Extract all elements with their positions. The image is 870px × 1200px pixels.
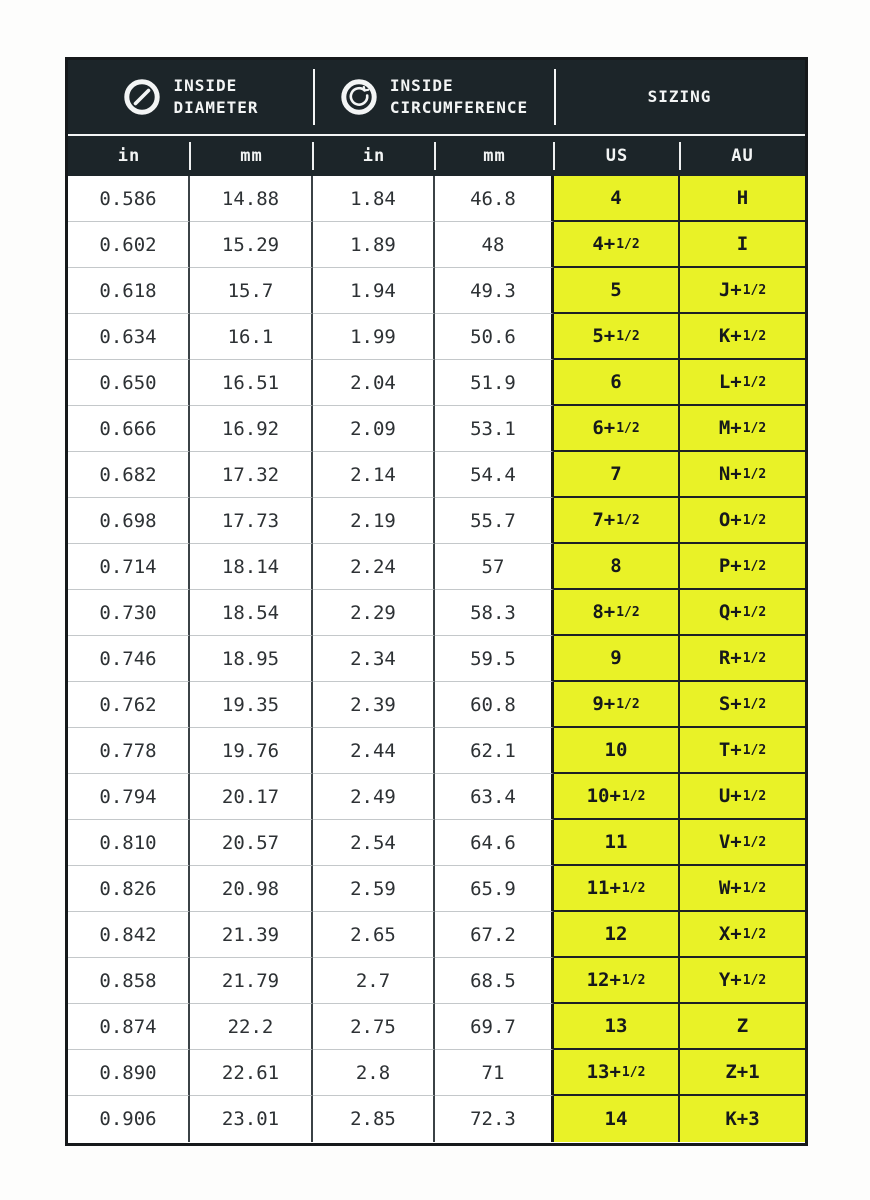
size-fraction: 1/2 bbox=[621, 880, 646, 896]
diameter-in-cell: 0.826 bbox=[68, 866, 190, 912]
size-fraction: 1/2 bbox=[742, 374, 767, 390]
circumference-mm-cell: 51.9 bbox=[435, 360, 554, 406]
size-fraction: 1/2 bbox=[616, 420, 640, 436]
col-header-circumference-mm: mm bbox=[435, 136, 554, 176]
us-size-cell: 10 bbox=[554, 728, 680, 774]
diameter-in-cell: 0.586 bbox=[68, 176, 190, 222]
size-main: T+ bbox=[718, 739, 742, 761]
size-fraction: 1/2 bbox=[742, 788, 767, 804]
header-label-sizing bbox=[648, 86, 712, 108]
header-label-inside-circumference bbox=[390, 75, 528, 118]
diameter-mm-cell: 20.98 bbox=[190, 866, 313, 912]
us-size-cell: 13 bbox=[554, 1004, 680, 1050]
diameter-mm-cell: 14.88 bbox=[190, 176, 313, 222]
size-fraction: 1/2 bbox=[742, 420, 767, 436]
us-size-cell: 9 bbox=[554, 636, 680, 682]
table-row bbox=[68, 1096, 805, 1142]
size-main: 6+ bbox=[592, 417, 616, 439]
size-fraction: 1/2 bbox=[742, 512, 767, 528]
table-row bbox=[68, 958, 805, 1004]
au-size-cell: Z+1 bbox=[680, 1050, 805, 1096]
header-group-inside-diameter bbox=[68, 60, 313, 134]
diameter-in-cell: 0.762 bbox=[68, 682, 190, 728]
diameter-in-cell: 0.698 bbox=[68, 498, 190, 544]
size-main: 5+ bbox=[592, 325, 616, 347]
table-row bbox=[68, 912, 805, 958]
au-size-cell: I bbox=[680, 222, 805, 268]
size-main: L+ bbox=[718, 371, 742, 393]
size-fraction: 1/2 bbox=[742, 558, 767, 574]
circumference-in-cell: 2.24 bbox=[313, 544, 435, 590]
au-size-cell bbox=[680, 268, 805, 314]
table-row bbox=[68, 866, 805, 912]
diameter-mm-cell: 21.39 bbox=[190, 912, 313, 958]
circumference-in-cell: 2.85 bbox=[313, 1096, 435, 1142]
size-table bbox=[65, 57, 808, 1146]
diameter-in-cell: 0.810 bbox=[68, 820, 190, 866]
size-fraction: 1/2 bbox=[616, 236, 640, 252]
us-size-cell: 4 bbox=[554, 176, 680, 222]
size-main: N+ bbox=[718, 463, 742, 485]
header-label-inside-diameter bbox=[173, 75, 258, 118]
diameter-icon bbox=[122, 77, 162, 117]
size-main: J+ bbox=[718, 279, 742, 301]
size-fraction: 1/2 bbox=[742, 880, 767, 896]
us-size-cell bbox=[554, 958, 680, 1004]
table-row bbox=[68, 820, 805, 866]
au-size-cell bbox=[680, 682, 805, 728]
circumference-in-cell: 1.94 bbox=[313, 268, 435, 314]
us-size-cell: 14 bbox=[554, 1096, 680, 1142]
circumference-mm-cell: 62.1 bbox=[435, 728, 554, 774]
diameter-mm-cell: 17.73 bbox=[190, 498, 313, 544]
diameter-mm-cell: 15.29 bbox=[190, 222, 313, 268]
size-main: S+ bbox=[718, 693, 742, 715]
circumference-in-cell: 1.89 bbox=[313, 222, 435, 268]
size-main: O+ bbox=[718, 509, 742, 531]
size-main: 9+ bbox=[592, 693, 616, 715]
circumference-in-cell: 2.04 bbox=[313, 360, 435, 406]
table-row bbox=[68, 544, 805, 590]
diameter-mm-cell: 19.35 bbox=[190, 682, 313, 728]
header-line: INSIDE bbox=[173, 76, 238, 96]
size-main: M+ bbox=[718, 417, 742, 439]
header-groups-row bbox=[68, 60, 805, 134]
table-header bbox=[68, 60, 805, 176]
circumference-icon bbox=[339, 77, 379, 117]
diameter-mm-cell: 16.1 bbox=[190, 314, 313, 360]
diameter-in-cell: 0.842 bbox=[68, 912, 190, 958]
col-header-diameter-mm: mm bbox=[190, 136, 313, 176]
diameter-in-cell: 0.650 bbox=[68, 360, 190, 406]
size-fraction: 1/2 bbox=[616, 512, 640, 528]
circumference-mm-cell: 65.9 bbox=[435, 866, 554, 912]
circumference-mm-cell: 58.3 bbox=[435, 590, 554, 636]
header-group-inside-circumference bbox=[313, 60, 554, 134]
circumference-mm-cell: 55.7 bbox=[435, 498, 554, 544]
au-size-cell bbox=[680, 866, 805, 912]
diameter-in-cell: 0.858 bbox=[68, 958, 190, 1004]
size-main: 7+ bbox=[592, 509, 616, 531]
au-size-cell bbox=[680, 958, 805, 1004]
au-size-cell bbox=[680, 774, 805, 820]
size-main: 4+ bbox=[592, 233, 616, 255]
diameter-mm-cell: 17.32 bbox=[190, 452, 313, 498]
size-fraction: 1/2 bbox=[742, 834, 767, 850]
circumference-mm-cell: 71 bbox=[435, 1050, 554, 1096]
circumference-mm-cell: 60.8 bbox=[435, 682, 554, 728]
size-main: R+ bbox=[718, 647, 742, 669]
table-row bbox=[68, 1050, 805, 1096]
au-size-cell: Z bbox=[680, 1004, 805, 1050]
circumference-in-cell: 2.39 bbox=[313, 682, 435, 728]
diameter-in-cell: 0.874 bbox=[68, 1004, 190, 1050]
circumference-mm-cell: 69.7 bbox=[435, 1004, 554, 1050]
au-size-cell bbox=[680, 498, 805, 544]
size-main: 8+ bbox=[592, 601, 616, 623]
us-size-cell bbox=[554, 406, 680, 452]
circumference-in-cell: 2.44 bbox=[313, 728, 435, 774]
col-header-au-size: AU bbox=[680, 136, 805, 176]
size-main: K+ bbox=[718, 325, 742, 347]
diameter-mm-cell: 20.57 bbox=[190, 820, 313, 866]
us-size-cell: 12 bbox=[554, 912, 680, 958]
circumference-in-cell: 2.75 bbox=[313, 1004, 435, 1050]
size-fraction: 1/2 bbox=[742, 926, 767, 942]
circumference-mm-cell: 63.4 bbox=[435, 774, 554, 820]
diameter-in-cell: 0.682 bbox=[68, 452, 190, 498]
au-size-cell: H bbox=[680, 176, 805, 222]
circumference-mm-cell: 49.3 bbox=[435, 268, 554, 314]
us-size-cell: 8 bbox=[554, 544, 680, 590]
table-row bbox=[68, 222, 805, 268]
circumference-in-cell: 2.14 bbox=[313, 452, 435, 498]
circumference-in-cell: 2.29 bbox=[313, 590, 435, 636]
table-body bbox=[68, 176, 805, 1142]
circumference-mm-cell: 59.5 bbox=[435, 636, 554, 682]
au-size-cell: K+3 bbox=[680, 1096, 805, 1142]
table-row bbox=[68, 774, 805, 820]
size-fraction: 1/2 bbox=[742, 466, 767, 482]
au-size-cell bbox=[680, 820, 805, 866]
diameter-mm-cell: 21.79 bbox=[190, 958, 313, 1004]
au-size-cell bbox=[680, 406, 805, 452]
size-main: Q+ bbox=[718, 601, 742, 623]
size-fraction: 1/2 bbox=[616, 328, 640, 344]
table-row bbox=[68, 636, 805, 682]
header-line: DIAMETER bbox=[173, 98, 259, 117]
diameter-mm-cell: 20.17 bbox=[190, 774, 313, 820]
circumference-in-cell: 2.59 bbox=[313, 866, 435, 912]
diameter-in-cell: 0.730 bbox=[68, 590, 190, 636]
circumference-mm-cell: 50.6 bbox=[435, 314, 554, 360]
diameter-mm-cell: 16.92 bbox=[190, 406, 313, 452]
au-size-cell bbox=[680, 590, 805, 636]
table-row bbox=[68, 728, 805, 774]
circumference-in-cell: 2.49 bbox=[313, 774, 435, 820]
circumference-mm-cell: 67.2 bbox=[435, 912, 554, 958]
header-line: INSIDE bbox=[389, 76, 454, 96]
table-row bbox=[68, 176, 805, 222]
table-row bbox=[68, 682, 805, 728]
circumference-in-cell: 2.19 bbox=[313, 498, 435, 544]
size-fraction: 1/2 bbox=[742, 282, 767, 298]
us-size-cell: 7 bbox=[554, 452, 680, 498]
size-fraction: 1/2 bbox=[742, 650, 767, 666]
table-row bbox=[68, 314, 805, 360]
us-size-cell: 6 bbox=[554, 360, 680, 406]
size-fraction: 1/2 bbox=[621, 1064, 646, 1080]
us-size-cell bbox=[554, 774, 680, 820]
us-size-cell bbox=[554, 498, 680, 544]
circumference-in-cell: 1.99 bbox=[313, 314, 435, 360]
size-main: W+ bbox=[718, 877, 742, 899]
diameter-in-cell: 0.794 bbox=[68, 774, 190, 820]
diameter-mm-cell: 19.76 bbox=[190, 728, 313, 774]
diameter-mm-cell: 23.01 bbox=[190, 1096, 313, 1142]
diameter-mm-cell: 18.54 bbox=[190, 590, 313, 636]
circumference-in-cell: 2.65 bbox=[313, 912, 435, 958]
circumference-mm-cell: 53.1 bbox=[435, 406, 554, 452]
col-header-diameter-in: in bbox=[117, 146, 141, 166]
table-row bbox=[68, 452, 805, 498]
au-size-cell bbox=[680, 544, 805, 590]
us-size-cell bbox=[554, 1050, 680, 1096]
us-size-cell bbox=[554, 590, 680, 636]
circumference-in-cell: 1.84 bbox=[313, 176, 435, 222]
size-fraction: 1/2 bbox=[742, 328, 767, 344]
size-main: 13+ bbox=[586, 1061, 621, 1083]
us-size-cell bbox=[554, 222, 680, 268]
diameter-mm-cell: 18.14 bbox=[190, 544, 313, 590]
circumference-in-cell: 2.7 bbox=[313, 958, 435, 1004]
table-row bbox=[68, 590, 805, 636]
au-size-cell bbox=[680, 452, 805, 498]
circumference-in-cell: 2.09 bbox=[313, 406, 435, 452]
diameter-in-cell: 0.634 bbox=[68, 314, 190, 360]
circumference-mm-cell: 46.8 bbox=[435, 176, 554, 222]
diameter-in-cell: 0.618 bbox=[68, 268, 190, 314]
size-fraction: 1/2 bbox=[621, 972, 646, 988]
diameter-mm-cell: 15.7 bbox=[190, 268, 313, 314]
size-main: X+ bbox=[718, 923, 742, 945]
circumference-mm-cell: 57 bbox=[435, 544, 554, 590]
header-line: CIRCUMFERENCE bbox=[389, 98, 529, 117]
size-main: P+ bbox=[718, 555, 742, 577]
table-row bbox=[68, 1004, 805, 1050]
header-line: SIZING bbox=[647, 87, 712, 107]
us-size-cell bbox=[554, 314, 680, 360]
size-fraction: 1/2 bbox=[621, 788, 646, 804]
au-size-cell bbox=[680, 360, 805, 406]
size-main: V+ bbox=[718, 831, 742, 853]
au-size-cell bbox=[680, 912, 805, 958]
size-fraction: 1/2 bbox=[742, 742, 767, 758]
diameter-in-cell: 0.906 bbox=[68, 1096, 190, 1142]
table-row bbox=[68, 268, 805, 314]
table-row bbox=[68, 360, 805, 406]
circumference-mm-cell: 54.4 bbox=[435, 452, 554, 498]
us-size-cell bbox=[554, 866, 680, 912]
size-fraction: 1/2 bbox=[616, 604, 640, 620]
size-main: 11+ bbox=[586, 877, 621, 899]
size-fraction: 1/2 bbox=[742, 604, 767, 620]
size-main: U+ bbox=[718, 785, 742, 807]
table-row bbox=[68, 498, 805, 544]
circumference-mm-cell: 48 bbox=[435, 222, 554, 268]
header-group-sizing bbox=[554, 60, 805, 134]
circumference-in-cell: 2.8 bbox=[313, 1050, 435, 1096]
diameter-in-cell: 0.890 bbox=[68, 1050, 190, 1096]
diameter-mm-cell: 22.61 bbox=[190, 1050, 313, 1096]
col-header-us-size: US bbox=[554, 136, 680, 176]
size-main: 12+ bbox=[586, 969, 621, 991]
diameter-in-cell: 0.666 bbox=[68, 406, 190, 452]
table-row bbox=[68, 406, 805, 452]
diameter-in-cell: 0.714 bbox=[68, 544, 190, 590]
diameter-mm-cell: 22.2 bbox=[190, 1004, 313, 1050]
diameter-in-cell: 0.778 bbox=[68, 728, 190, 774]
size-fraction: 1/2 bbox=[616, 696, 640, 712]
diameter-in-cell: 0.602 bbox=[68, 222, 190, 268]
size-fraction: 1/2 bbox=[742, 972, 767, 988]
diameter-mm-cell: 16.51 bbox=[190, 360, 313, 406]
au-size-cell bbox=[680, 636, 805, 682]
us-size-cell bbox=[554, 682, 680, 728]
col-header-circumference-in: in bbox=[313, 136, 435, 176]
circumference-mm-cell: 64.6 bbox=[435, 820, 554, 866]
size-main: 10+ bbox=[586, 785, 621, 807]
us-size-cell: 5 bbox=[554, 268, 680, 314]
circumference-in-cell: 2.54 bbox=[313, 820, 435, 866]
au-size-cell bbox=[680, 728, 805, 774]
diameter-in-cell: 0.746 bbox=[68, 636, 190, 682]
column-headers-row bbox=[68, 136, 805, 176]
size-main: Y+ bbox=[718, 969, 742, 991]
ring-size-chart bbox=[65, 57, 808, 1146]
size-fraction: 1/2 bbox=[742, 696, 767, 712]
diameter-mm-cell: 18.95 bbox=[190, 636, 313, 682]
circumference-in-cell: 2.34 bbox=[313, 636, 435, 682]
au-size-cell bbox=[680, 314, 805, 360]
us-size-cell: 11 bbox=[554, 820, 680, 866]
circumference-mm-cell: 72.3 bbox=[435, 1096, 554, 1142]
circumference-mm-cell: 68.5 bbox=[435, 958, 554, 1004]
